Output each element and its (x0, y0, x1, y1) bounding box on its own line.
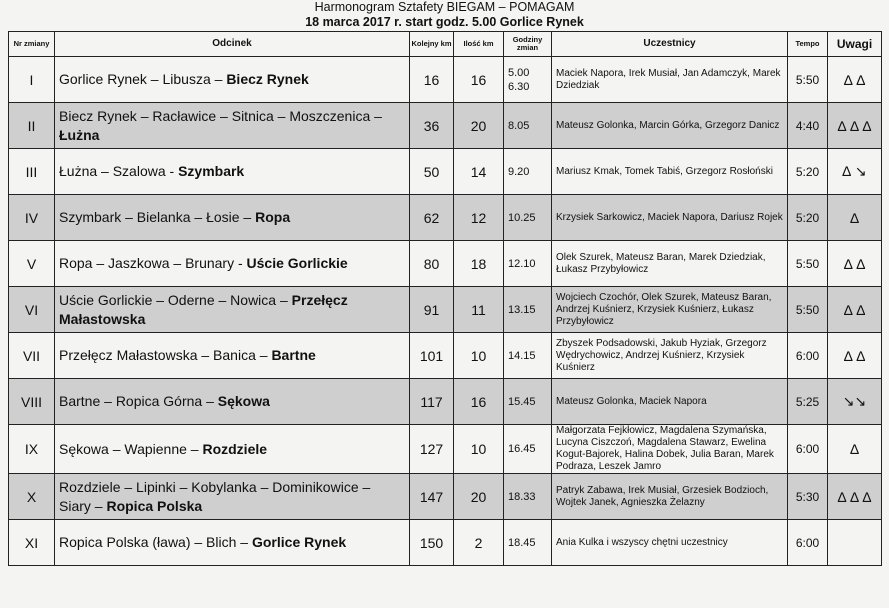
segment-route (55, 520, 410, 566)
change-number: VIII (9, 379, 55, 425)
cumulative-km: 91 (410, 287, 454, 333)
segment-destination: Łużna (59, 126, 100, 143)
segment-km: 18 (454, 241, 504, 287)
change-hours (504, 57, 552, 103)
change-hours (504, 195, 552, 241)
segment-km: 11 (454, 287, 504, 333)
notes-marks: ↘↘ (828, 379, 882, 425)
notes-marks: ∆ ∆ (828, 287, 882, 333)
schedule-rows (9, 57, 882, 566)
segment-route (55, 379, 410, 425)
table-row (9, 425, 882, 474)
segment-route (55, 241, 410, 287)
tempo: 5:50 (788, 57, 828, 103)
tempo: 6:00 (788, 520, 828, 566)
segment-route-text: Uście Gorlickie – Oderne – Nowica – (59, 291, 292, 308)
notes-marks (828, 520, 882, 566)
segment-route (55, 149, 410, 195)
change-hours (504, 149, 552, 195)
table-row (9, 287, 882, 333)
change-number: IV (9, 195, 55, 241)
tempo: 5:50 (788, 287, 828, 333)
change-hour: 6.30 (508, 80, 530, 93)
tempo: 6:00 (788, 333, 828, 379)
segment-destination: Ropa (255, 209, 291, 225)
segment-km: 20 (454, 103, 504, 149)
tempo: 5:30 (788, 474, 828, 520)
segment-route-text: Ropa – Jaszkowa – Brunary - (59, 255, 247, 271)
participants: Małgorzata Fejkłowicz, Magdalena Szymańska, Lucyna Ciszczoń, Magdalena Stawarz, Ewelina Kogut-Bajorek, Halina Dobek, Julia Baran, Marek Podraza, Leszek Jamro (552, 425, 788, 474)
cumulative-km: 62 (410, 195, 454, 241)
segment-route-text: Bartne – Ropica Górna – (59, 393, 218, 409)
change-hour: 8.05 (508, 119, 530, 132)
header-row (9, 32, 882, 57)
table-row (9, 195, 882, 241)
segment-destination: Szymbark (178, 163, 245, 179)
col-header-tempo: Tempo (788, 32, 828, 57)
change-hour: 9.20 (508, 165, 530, 178)
segment-route-text: Gorlice Rynek – Libusza – (59, 71, 227, 87)
change-number: VI (9, 287, 55, 333)
change-hours (504, 425, 552, 474)
change-number: V (9, 241, 55, 287)
participants: Ania Kulka i wszyscy chętni uczestnicy (552, 520, 788, 566)
segment-route (55, 195, 410, 241)
table-row (9, 379, 882, 425)
change-number: VII (9, 333, 55, 379)
change-hours (504, 287, 552, 333)
segment-destination: Uście Gorlickie (246, 255, 348, 271)
change-hours (504, 333, 552, 379)
change-hour: 18.33 (508, 490, 536, 503)
tempo: 6:00 (788, 425, 828, 474)
change-hours (504, 520, 552, 566)
segment-route (55, 287, 410, 333)
change-hours (504, 474, 552, 520)
segment-km: 12 (454, 195, 504, 241)
table-row (9, 520, 882, 566)
segment-destination: Gorlice Rynek (251, 534, 347, 550)
change-hours (504, 103, 552, 149)
change-number: X (9, 474, 55, 520)
segment-destination: Rozdziele (202, 440, 268, 457)
participants: Maciek Napora, Irek Musiał, Jan Adamczyk, Marek Dziedziak (552, 57, 788, 103)
segment-km: 20 (454, 474, 504, 520)
col-header-nr: Nr zmiany (9, 32, 55, 57)
document-title: Harmonogram Sztafety BIEGAM – POMAGAM (314, 0, 575, 14)
change-number: II (9, 103, 55, 149)
participants: Patryk Zabawa, Irek Musiał, Grzesiek Bodzioch, Wojtek Janek, Agnieszka Żelazny (552, 474, 788, 520)
cumulative-km: 117 (410, 379, 454, 425)
participants: Olek Szurek, Mateusz Baran, Marek Dziedziak, Łukasz Przybyłowicz (552, 241, 788, 287)
segment-route (55, 103, 410, 149)
segment-route-text: Przełęcz Małastowska – Banica – (59, 347, 272, 363)
notes-marks: ∆ ↘ (828, 149, 882, 195)
notes-marks: ∆ (828, 425, 882, 474)
notes-marks: ∆ ∆ (828, 241, 882, 287)
segment-route (55, 425, 410, 474)
segment-route (55, 474, 410, 520)
notes-marks: ∆ (828, 195, 882, 241)
segment-km: 2 (454, 520, 504, 566)
tempo: 5:25 (788, 379, 828, 425)
notes-marks: ∆ ∆ ∆ (828, 103, 882, 149)
change-number: III (9, 149, 55, 195)
cumulative-km: 147 (410, 474, 454, 520)
cumulative-km: 127 (410, 425, 454, 474)
change-number: I (9, 57, 55, 103)
segment-route-text: Szymbark – Bielanka – Łosie – (59, 209, 256, 225)
table-row (9, 149, 882, 195)
tempo: 5:20 (788, 195, 828, 241)
col-header-km-total: Kolejny km (410, 32, 454, 57)
col-header-km-count: Ilość km (454, 32, 504, 57)
change-number: IX (9, 425, 55, 474)
participants: Wojciech Czochór, Olek Szurek, Mateusz Baran, Andrzej Kuśnierz, Krzysiek Kuśnierz, Łukasz Przybyłowicz (552, 287, 788, 333)
cumulative-km: 36 (410, 103, 454, 149)
segment-destination: Przełęcz Małastowska (59, 291, 348, 327)
change-hour: 5.00 (508, 66, 530, 79)
change-hour: 13.15 (508, 303, 536, 316)
change-hour: 16.45 (508, 443, 536, 455)
segment-route-text: Ropica Polska (ława) – Blich – (59, 534, 252, 550)
participants: Mateusz Golonka, Marcin Górka, Grzegorz Danicz (552, 103, 788, 149)
tempo: 4:40 (788, 103, 828, 149)
segment-km: 10 (454, 425, 504, 474)
segment-km: 16 (454, 57, 504, 103)
cumulative-km: 80 (410, 241, 454, 287)
cumulative-km: 50 (410, 149, 454, 195)
segment-destination: Sękowa (217, 393, 270, 409)
change-hour: 18.45 (508, 536, 536, 549)
document-subtitle: 18 marca 2017 r. start godz. 5.00 Gorlice Rynek (305, 15, 584, 29)
segment-route (55, 57, 410, 103)
tempo: 5:20 (788, 149, 828, 195)
cumulative-km: 101 (410, 333, 454, 379)
cumulative-km: 16 (410, 57, 454, 103)
schedule-table (8, 31, 882, 566)
segment-destination: Ropica Polska (106, 497, 203, 514)
notes-marks: ∆ ∆ ∆ (828, 474, 882, 520)
segment-destination: Bartne (271, 347, 316, 363)
participants: Zbyszek Podsadowski, Jakub Hyziak, Grzegorz Wędrychowicz, Andrzej Kuśnierz, Krzysiek Kuśnierz (552, 333, 788, 379)
col-header-segment: Odcinek (55, 32, 410, 57)
change-hour: 14.15 (508, 349, 536, 362)
participants: Mateusz Golonka, Maciek Napora (552, 379, 788, 425)
table-row (9, 57, 882, 103)
cumulative-km: 150 (410, 520, 454, 566)
segment-km: 14 (454, 149, 504, 195)
notes-marks: ∆ ∆ (828, 57, 882, 103)
table-row (9, 103, 882, 149)
notes-marks: ∆ ∆ (828, 333, 882, 379)
change-hour: 10.25 (508, 211, 536, 224)
change-hour: 15.45 (508, 395, 536, 408)
col-header-hours: Godziny zmian (504, 32, 552, 57)
segment-route-text: Biecz Rynek – Racławice – Sitnica – Moszczenica – (59, 107, 382, 124)
change-hours (504, 379, 552, 425)
table-row (9, 474, 882, 520)
segment-route-text: Łużna – Szalowa - (59, 163, 179, 179)
table-row (9, 333, 882, 379)
col-header-notes: Uwagi (828, 32, 882, 57)
col-header-participants: Uczestnicy (552, 32, 788, 57)
participants: Krzysiek Sarkowicz, Maciek Napora, Dariusz Rojek (552, 195, 788, 241)
segment-destination: Biecz Rynek (226, 71, 309, 87)
tempo: 5:50 (788, 241, 828, 287)
table-row (9, 241, 882, 287)
change-hour: 12.10 (508, 257, 536, 270)
segment-km: 16 (454, 379, 504, 425)
segment-km: 10 (454, 333, 504, 379)
segment-route (55, 333, 410, 379)
change-number: XI (9, 520, 55, 566)
change-hours (504, 241, 552, 287)
participants: Mariusz Kmak, Tomek Tabiś, Grzegorz Rosłoński (552, 149, 788, 195)
segment-route-text: Sękowa – Wapienne – (59, 440, 203, 457)
segment-route-text: Rozdziele – Lipinki – Kobylanka – Dominikowice – Siary – (59, 478, 371, 514)
